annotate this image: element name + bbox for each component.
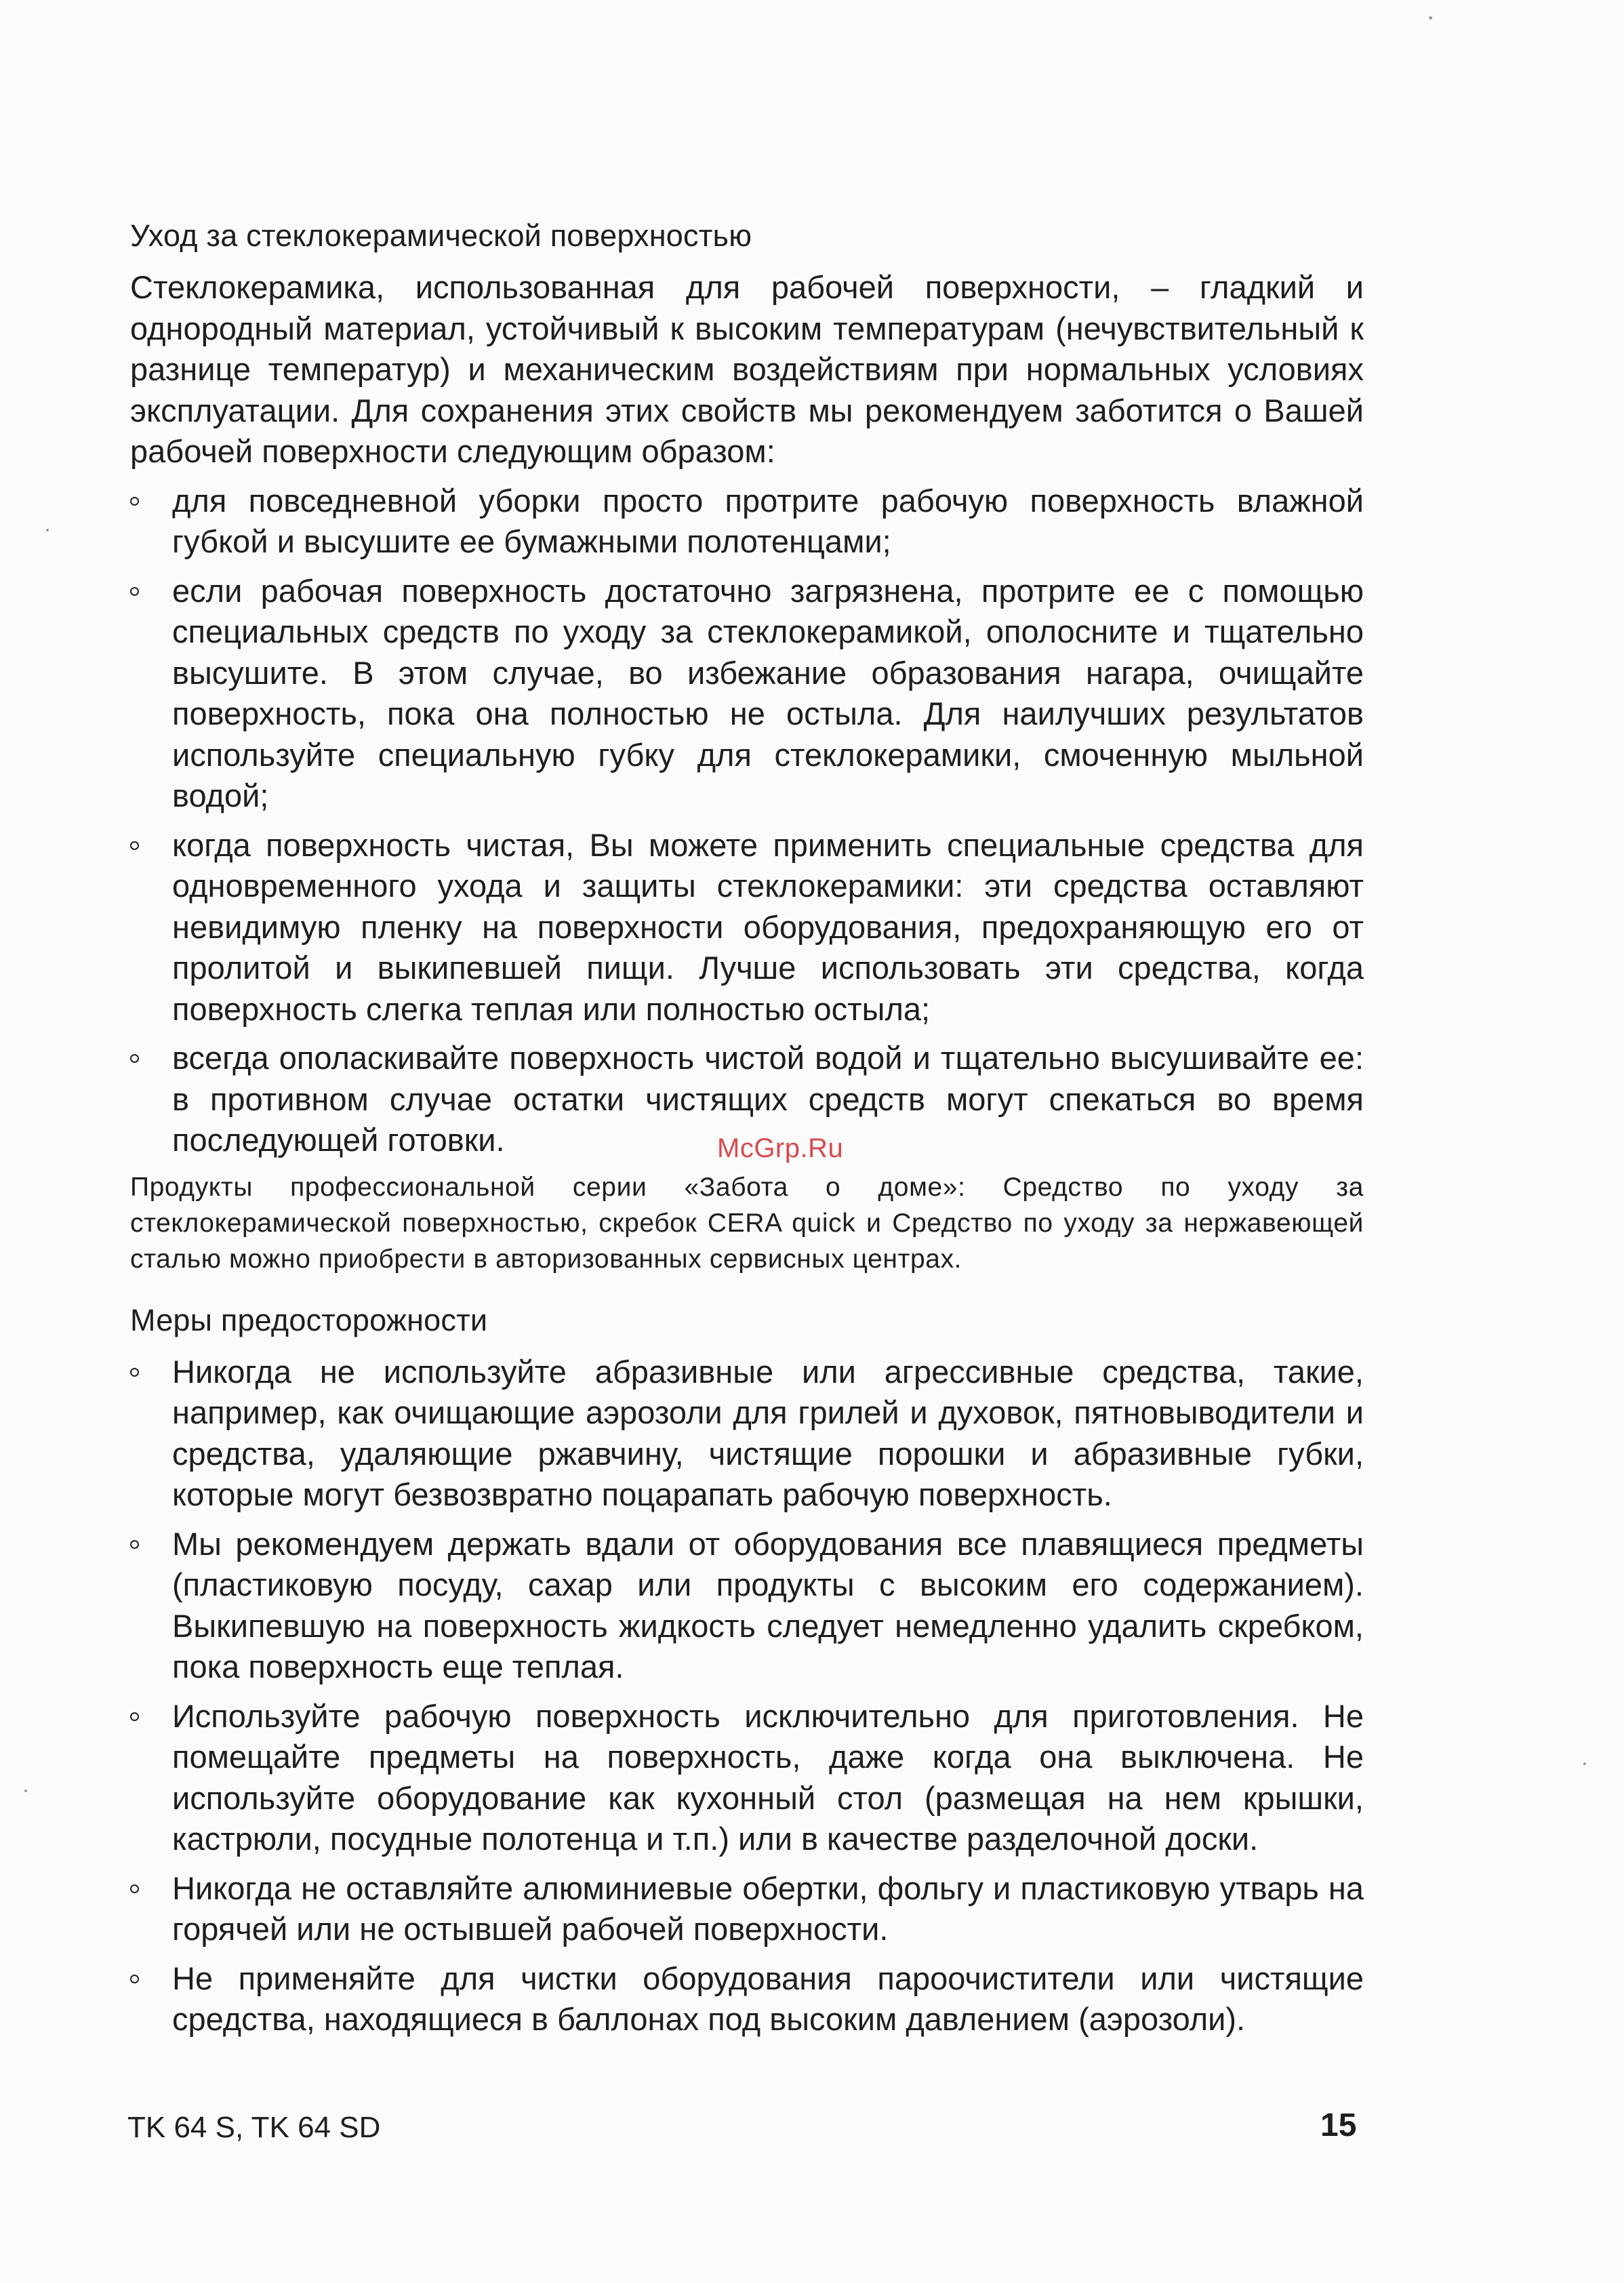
bullet-icon xyxy=(130,587,139,596)
footer-model: TK 64 S, TK 64 SD xyxy=(127,2111,381,2144)
scan-speck xyxy=(24,1790,27,1792)
precautions-list xyxy=(130,1352,1364,2040)
precaution-list-item xyxy=(130,1352,1364,1516)
precaution-list-item xyxy=(130,1958,1364,2040)
bullet-icon xyxy=(130,1975,139,1983)
bullet-icon xyxy=(130,1368,139,1377)
care-list-item-text: если рабочая поверхность достаточно загрязнена, протрите ее с помощью специальных средств по уходу за стеклокерамикой, ополосните и тщательно высушите. В этом случае, во избежание образования нагара, очищайте поверхность, пока она полностью не остыла. Для наилучших результатов используйте специальную губку для стеклокерамики, смоченную мыльной водой; xyxy=(172,572,1364,813)
scan-speck xyxy=(1583,1762,1586,1765)
precaution-list-item xyxy=(130,1524,1364,1688)
bullet-icon xyxy=(130,1712,139,1721)
bullet-icon xyxy=(130,841,139,850)
care-list-item xyxy=(130,825,1364,1030)
care-list-item xyxy=(130,571,1364,817)
precaution-list-item-text: Не применяйте для чистки оборудования пароочистители или чистящие средства, находящиеся в баллонах под высоким давлением (аэрозоли). xyxy=(172,1960,1364,2037)
section-title-precautions: Меры предосторожности xyxy=(130,1302,488,1337)
products-note: Продукты профессиональной серии «Забота о доме»: Средство по уходу за стеклокерамической поверхностью, скребок CERA quick и Средство по уходу за нержавеющей сталью можно приобрести в авторизованных сервисных центрах. xyxy=(130,1172,1364,1274)
precaution-list-item-text: Никогда не используйте абразивные или агрессивные средства, такие, например, как очищающие аэрозоли для грилей и духовок, пятновыводители и средства, удаляющие ржавчину, чистящие порошки и абразивные губки, которые могут безвозвратно поцарапать рабочую поверхность. xyxy=(172,1353,1364,1512)
care-list-item-text: для повседневной уборки просто протрите рабочую поверхность влажной губкой и высушите ее бумажными полотенцами; xyxy=(172,482,1364,559)
bullet-icon xyxy=(130,1540,139,1549)
bullet-icon xyxy=(130,1054,139,1063)
precaution-list-item xyxy=(130,1868,1364,1950)
care-list-item-text: всегда ополаскивайте поверхность чистой водой и тщательно высушивайте ее: в противном случае остатки чистящих средств могут спекаться во время последующей готовки. xyxy=(172,1040,1364,1158)
watermark-text: McGrp.Ru xyxy=(717,1133,844,1163)
care-list xyxy=(130,481,1364,1161)
section-title-care: Уход за стеклокерамической поверхностью xyxy=(130,218,752,253)
precaution-list-item-text: Используйте рабочую поверхность исключительно для приготовления. Не помещайте предметы на поверхность, даже когда она выключена. Не используйте оборудование как кухонный стол (размещая на нем крышки, кастрюли, посудные полотенца и т.п.) или в качестве разделочной доски. xyxy=(172,1697,1364,1857)
bullet-icon xyxy=(130,497,139,506)
precaution-list-item-text: Мы рекомендуем держать вдали от оборудования все плавящиеся предметы (пластиковую посуду, сахар или продукты с высоким его содержанием). Выкипевшую на поверхность жидкость следует немедленно удалить скребком, пока поверхность еще теплая. xyxy=(172,1525,1364,1684)
bullet-icon xyxy=(130,1884,139,1893)
precaution-list-item-text: Никогда не оставляйте алюминиевые обертки, фольгу и пластиковую утварь на горячей или не остывшей рабочей поверхности. xyxy=(172,1870,1364,1947)
scan-speck xyxy=(46,529,49,531)
care-intro-paragraph: Стеклокерамика, использованная для рабочей поверхности, – гладкий и однородный материал, устойчивый к высоким температурам (нечувствительный к разнице температур) и механическим воздействиям при нормальных условиях эксплуатации. Для сохранения этих свойств мы рекомендуем заботится о Вашей рабочей поверхности следующим образом: xyxy=(130,269,1364,469)
page-content xyxy=(130,216,1364,2048)
precaution-list-item xyxy=(130,1696,1364,1860)
page-number: 15 xyxy=(1320,2107,1357,2143)
care-list-item-text: когда поверхность чистая, Вы можете применить специальные средства для одновременного ухода и защиты стеклокерамики: эти средства оставляют невидимую пленку на поверхности оборудования, предохраняющую его от пролитой и выкипевшей пищи. Лучше использовать эти средства, когда поверхность слегка теплая или полностью остыла; xyxy=(172,826,1364,1027)
care-list-item xyxy=(130,481,1364,563)
scan-speck xyxy=(1429,16,1432,20)
